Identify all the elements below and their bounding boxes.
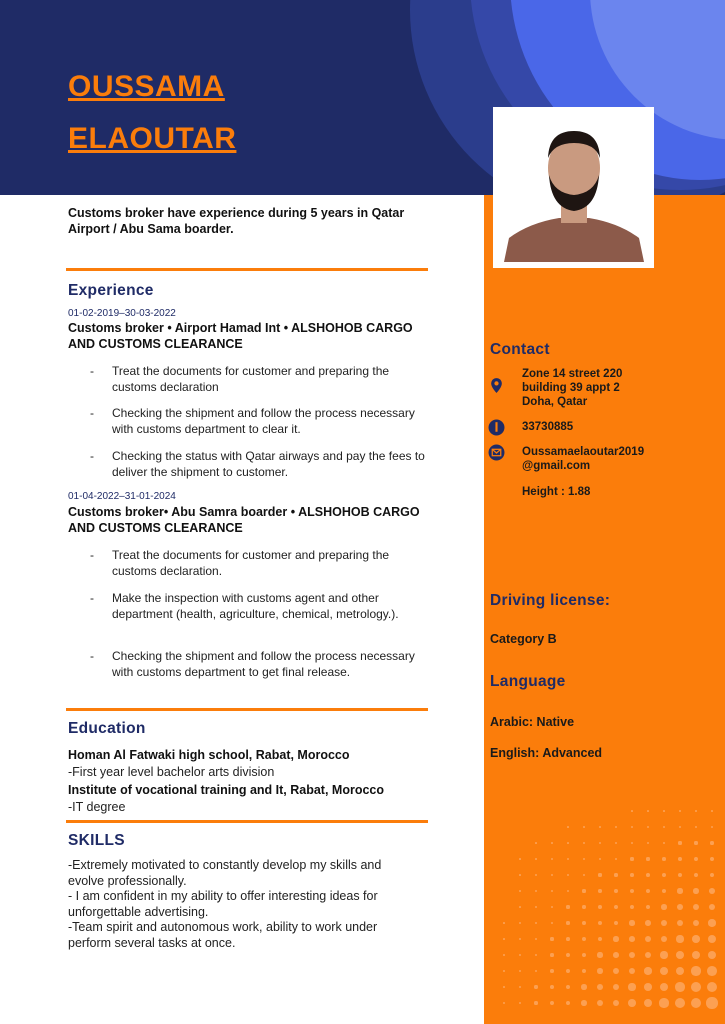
halftone-dot — [550, 953, 553, 956]
halftone-dot — [583, 842, 585, 844]
halftone-dot — [535, 922, 537, 924]
halftone-dot — [676, 935, 683, 942]
halftone-dot — [615, 842, 617, 844]
halftone-dot — [693, 920, 700, 927]
halftone-dot — [645, 920, 651, 926]
skills-heading: SKILLS — [68, 832, 125, 849]
divider — [66, 708, 428, 711]
first-name: OUSSAMA — [68, 70, 225, 103]
driving-license-heading: Driving license: — [490, 592, 611, 609]
halftone-dot — [677, 920, 683, 926]
halftone-dot — [647, 826, 649, 828]
halftone-dot — [711, 826, 714, 829]
divider — [66, 268, 428, 271]
halftone-dot — [661, 936, 668, 943]
halftone-dot — [628, 999, 636, 1007]
halftone-dot — [679, 810, 681, 812]
halftone-dot — [708, 951, 717, 960]
halftone-dot — [630, 873, 634, 877]
halftone-dot — [519, 986, 522, 989]
halftone-dot — [551, 906, 554, 909]
halftone-dot — [551, 858, 553, 860]
job-bullet: - Make the inspection with customs agent and other department (health, agriculture, chemical, metrology.). — [90, 591, 399, 621]
halftone-dot — [647, 842, 650, 845]
halftone-dot — [519, 874, 521, 876]
halftone-dot — [567, 826, 569, 828]
halftone-dot — [613, 952, 619, 958]
halftone-dot — [711, 810, 713, 812]
halftone-dot — [503, 954, 505, 956]
halftone-dot — [614, 905, 618, 909]
school-detail: -First year level bachelor arts division — [68, 765, 275, 779]
halftone-dot — [663, 826, 665, 828]
job-bullet: - Checking the status with Qatar airways and pay the fees to deliver the shipment to customer. — [90, 449, 425, 479]
halftone-dot — [550, 969, 554, 973]
halftone-dot — [631, 842, 634, 845]
halftone-dot — [675, 982, 684, 991]
skill-item: -Extremely motivated to constantly develop my skills and evolve professionally. — [68, 858, 382, 888]
profile-photo — [493, 107, 654, 268]
halftone-dot — [613, 1000, 620, 1007]
halftone-dot — [706, 997, 717, 1008]
halftone-dot — [710, 857, 714, 861]
halftone-dot — [615, 826, 617, 828]
halftone-dot — [663, 810, 665, 812]
halftone-dot — [694, 841, 697, 844]
halftone-dot — [695, 810, 697, 812]
halftone-dot — [644, 999, 652, 1007]
halftone-dot — [535, 874, 537, 876]
halftone-dot — [599, 842, 601, 844]
halftone-dot — [629, 920, 634, 925]
halftone-dot — [597, 952, 602, 957]
halftone-dot — [519, 922, 521, 924]
halftone-dot — [519, 906, 521, 908]
school-name: Homan Al Fatwaki high school, Rabat, Morocco — [68, 748, 350, 762]
contact-phone[interactable]: 33730885 — [522, 421, 574, 433]
halftone-dot — [566, 969, 570, 973]
education-heading: Education — [68, 720, 146, 737]
contact-email[interactable]: Oussamaelaoutar2019 @gmail.com — [522, 446, 645, 472]
halftone-dot — [581, 984, 586, 989]
halftone-dot — [503, 986, 505, 988]
halftone-dot — [693, 888, 698, 893]
halftone-dot — [582, 953, 586, 957]
halftone-dot — [629, 968, 636, 975]
halftone-dot — [550, 937, 553, 940]
halftone-dot — [708, 935, 716, 943]
last-name: ELAOUTAR — [68, 122, 237, 155]
halftone-dot — [661, 904, 666, 909]
halftone-dot — [503, 922, 505, 924]
halftone-dot — [614, 873, 617, 876]
halftone-dot — [691, 982, 701, 992]
halftone-dot — [710, 873, 715, 878]
halftone-dot — [597, 968, 602, 973]
halftone-dot — [630, 889, 634, 893]
halftone-dot — [519, 858, 521, 860]
halftone-dot — [519, 970, 521, 972]
halftone-dot — [679, 826, 681, 828]
halftone-dot — [519, 938, 521, 940]
halftone-dot — [550, 985, 554, 989]
halftone-dot — [691, 966, 700, 975]
divider — [66, 820, 428, 823]
halftone-dot — [535, 954, 538, 957]
halftone-dot — [663, 842, 666, 845]
halftone-dot — [567, 858, 569, 860]
halftone-dot — [613, 968, 619, 974]
job-bullet: - Checking the shipment and follow the process necessary with customs department to clear it. — [90, 406, 415, 436]
skill-item: - I am confident in my ability to offer interesting ideas for unforgettable advertising. — [68, 889, 378, 919]
halftone-dot — [647, 810, 649, 812]
halftone-dot — [645, 936, 651, 942]
halftone-dot — [613, 936, 618, 941]
summary: Customs broker have experience during 5 years in Qatar Airport / Abu Sama boarder. — [68, 206, 405, 236]
halftone-dot — [692, 951, 700, 959]
halftone-dot — [598, 937, 603, 942]
halftone-dot — [566, 1001, 571, 1006]
halftone-dot — [691, 998, 702, 1009]
halftone-dot — [631, 826, 633, 828]
halftone-dot — [551, 874, 553, 876]
job-bullet: - Treat the documents for customer and preparing the customs declaration — [90, 364, 390, 394]
halftone-dot — [709, 888, 715, 894]
halftone-dot — [582, 937, 586, 941]
halftone-dot — [535, 906, 537, 908]
email-icon — [488, 444, 505, 461]
halftone-dot — [694, 857, 698, 861]
contact-height: Height : 1.88 — [522, 486, 591, 498]
halftone-dot — [599, 858, 602, 861]
school-name: Institute of vocational training and It, Rabat, Morocco — [68, 783, 384, 797]
halftone-dot — [709, 904, 716, 911]
halftone-dot — [550, 1001, 554, 1005]
halftone-dot — [710, 841, 713, 844]
halftone-dot — [675, 998, 685, 1008]
halftone-dot — [551, 890, 553, 892]
halftone-dot — [646, 889, 650, 893]
halftone-dot — [707, 982, 718, 993]
halftone-dot — [551, 922, 554, 925]
halftone-dot — [614, 889, 618, 893]
halftone-dot — [677, 888, 682, 893]
phone-icon — [488, 419, 505, 436]
halftone-dot — [519, 1002, 522, 1005]
halftone-dot — [503, 938, 505, 940]
halftone-dot — [581, 1000, 587, 1006]
halftone-dot — [598, 873, 601, 876]
halftone-dot — [660, 967, 668, 975]
halftone-dot — [583, 826, 585, 828]
halftone-dot — [566, 921, 569, 924]
halftone-dot — [535, 970, 538, 973]
halftone-dot — [567, 874, 569, 876]
skill-item: -Team spirit and autonomous work, ability to work under perform several tasks at once. — [68, 920, 378, 950]
halftone-dot — [707, 966, 717, 976]
halftone-dot — [551, 842, 553, 844]
halftone-dot — [659, 998, 668, 1007]
halftone-dot — [535, 842, 537, 844]
halftone-dot — [519, 954, 521, 956]
halftone-dot — [597, 984, 603, 990]
halftone-dot — [646, 873, 650, 877]
contact-address: Zone 14 street 220 building 39 appt 2 Doha, Qatar — [522, 368, 623, 408]
job-bullet: - Checking the shipment and follow the process necessary with customs department to get final release. — [90, 649, 415, 679]
halftone-dot — [582, 921, 586, 925]
halftone-dot — [660, 983, 669, 992]
halftone-dot — [615, 858, 618, 861]
halftone-dot — [676, 967, 684, 975]
halftone-dot — [628, 983, 635, 990]
halftone-dot — [567, 842, 569, 844]
halftone-dot — [535, 858, 537, 860]
halftone-dot — [613, 984, 620, 991]
job-title: Customs broker• Abu Samra boarder • ALSHOHOB CARGO AND CUSTOMS CLEARANCE — [68, 505, 420, 535]
halftone-dot — [534, 1001, 537, 1004]
skills-list — [68, 858, 418, 951]
halftone-dot — [503, 1002, 505, 1004]
halftone-dot — [662, 873, 666, 877]
halftone-dot — [677, 904, 683, 910]
job-bullet: - Treat the documents for customer and preparing the customs declaration. — [90, 548, 390, 578]
halftone-dot — [629, 936, 635, 942]
halftone-dot — [630, 857, 633, 860]
halftone-dot — [583, 874, 586, 877]
halftone-dot — [630, 905, 635, 910]
halftone-dot — [566, 985, 571, 990]
language-item: Arabic: Native — [490, 715, 575, 729]
halftone-dot — [566, 937, 570, 941]
halftone-dot — [660, 951, 667, 958]
halftone-dot — [535, 938, 538, 941]
halftone-dot — [534, 985, 537, 988]
halftone-dot — [662, 857, 666, 861]
halftone-dot — [599, 826, 601, 828]
halftone-dot — [567, 890, 570, 893]
halftone-dot — [644, 983, 652, 991]
location-pin-icon — [488, 377, 505, 394]
halftone-dot — [692, 935, 700, 943]
halftone-dot — [708, 919, 715, 926]
contact-heading: Contact — [490, 341, 550, 358]
job-date: 01-04-2022–31-01-2024 — [68, 491, 176, 502]
halftone-dot — [503, 970, 505, 972]
job-date: 01-02-2019–30-03-2022 — [68, 308, 176, 319]
halftone-dot — [598, 921, 602, 925]
halftone-dot — [693, 904, 699, 910]
halftone-dot — [566, 953, 570, 957]
halftone-dot — [644, 967, 651, 974]
halftone-dot — [646, 857, 649, 860]
halftone-dot — [662, 889, 667, 894]
job-title: Customs broker • Airport Hamad Int • ALSHOHOB CARGO AND CUSTOMS CLEARANCE — [68, 321, 413, 351]
halftone-dot — [661, 920, 667, 926]
halftone-dot — [676, 951, 684, 959]
person-photo-icon — [499, 113, 648, 262]
halftone-dot — [678, 873, 682, 877]
halftone-dot — [629, 952, 635, 958]
halftone-dot — [582, 905, 585, 908]
driving-license-value: Category B — [490, 632, 557, 646]
halftone-dot — [597, 1000, 603, 1006]
halftone-dot — [678, 841, 681, 844]
halftone-dot — [598, 889, 601, 892]
halftone-dot — [519, 890, 521, 892]
halftone-dot — [678, 857, 682, 861]
experience-heading: Experience — [68, 282, 154, 299]
halftone-dot — [614, 921, 619, 926]
halftone-dot — [535, 890, 537, 892]
halftone-dot — [582, 889, 585, 892]
halftone-dot — [582, 969, 587, 974]
halftone-dot — [695, 826, 697, 828]
language-heading: Language — [490, 673, 566, 690]
halftone-dot — [583, 858, 585, 860]
halftone-dot — [631, 810, 633, 812]
halftone-dot — [646, 905, 651, 910]
halftone-dot — [645, 952, 652, 959]
halftone-dot — [566, 905, 569, 908]
school-detail: -IT degree — [68, 800, 126, 814]
halftone-dot — [598, 905, 602, 909]
language-item: English: Advanced — [490, 746, 603, 760]
halftone-dot — [694, 873, 699, 878]
